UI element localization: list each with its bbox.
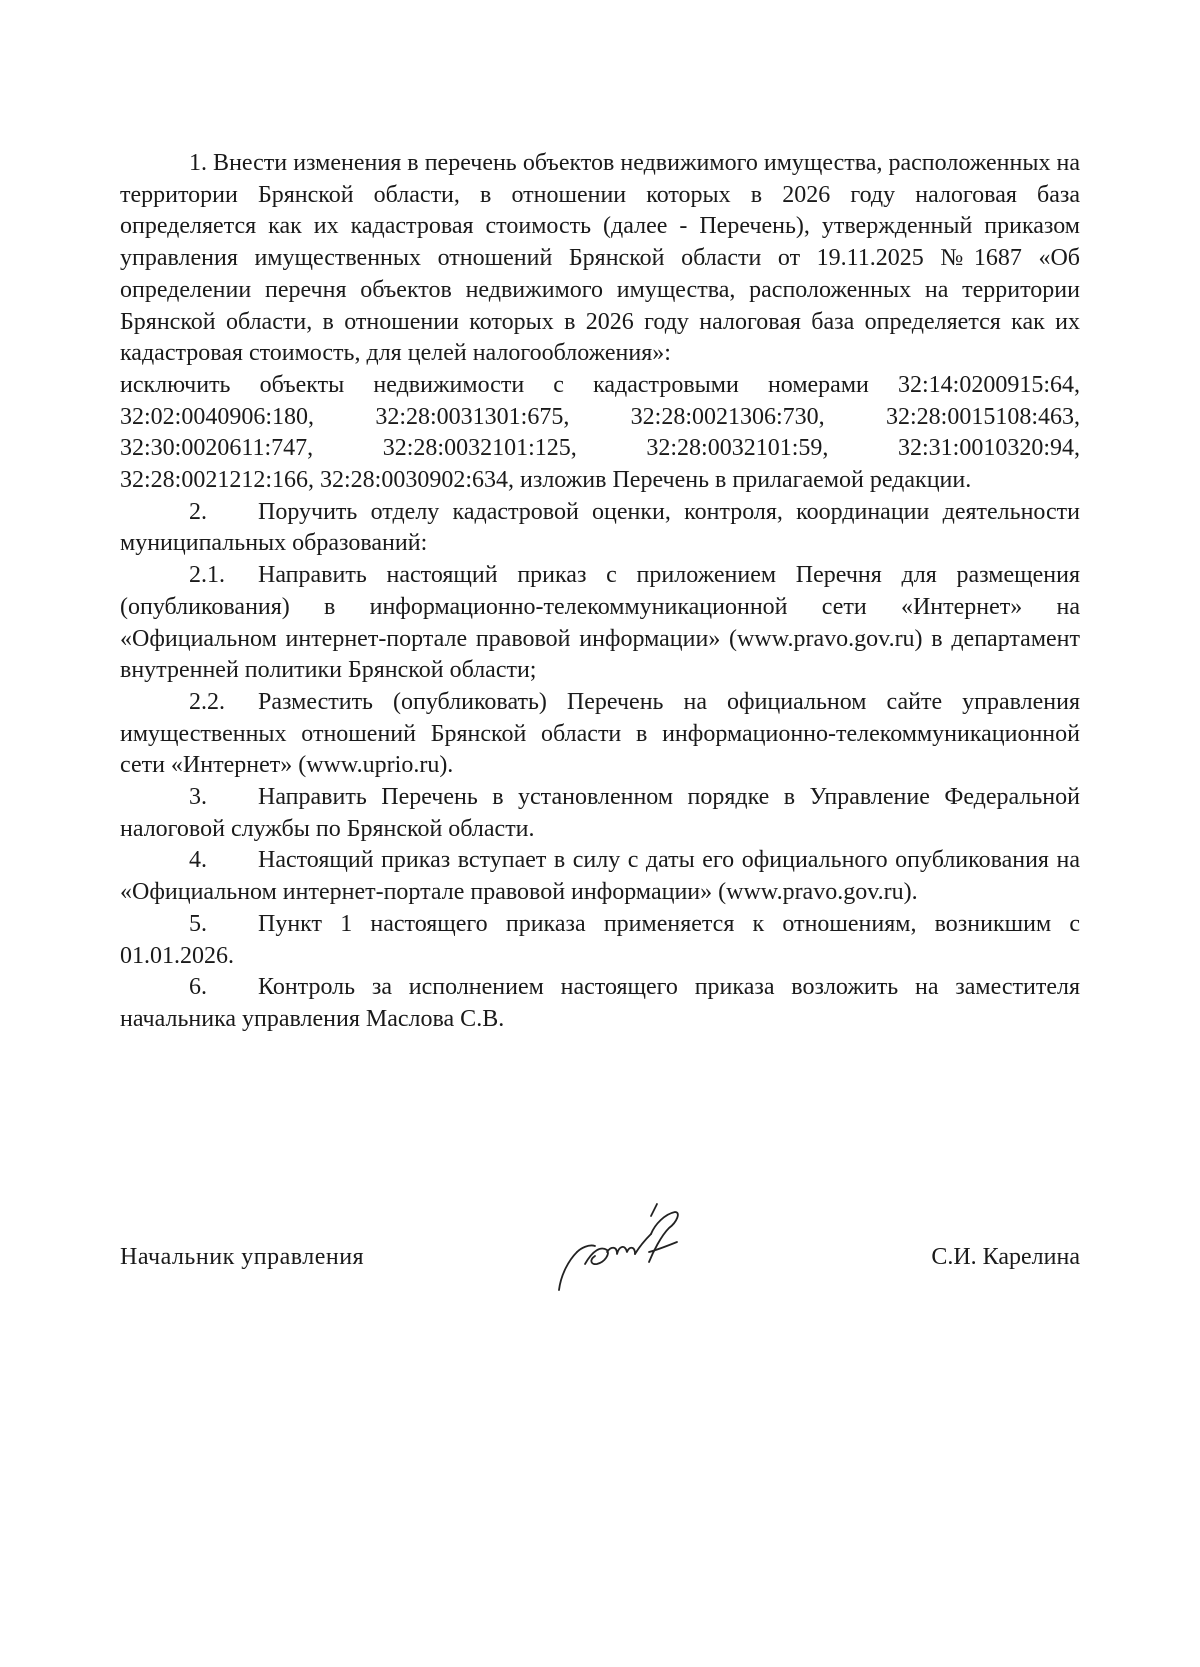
paragraph-6-number: 6.: [189, 974, 207, 1001]
paragraph-2-2: [120, 687, 1080, 782]
paragraph-5-number: 5.: [189, 910, 207, 937]
paragraph-6: [120, 972, 1080, 1035]
paragraph-3: [120, 782, 1080, 845]
paragraph-2: [120, 497, 1080, 560]
paragraph-3-number: 3.: [189, 784, 207, 811]
paragraph-2-2-number: 2.2.: [189, 688, 225, 715]
paragraph-2-text: Поручить отделу кадастровой оценки, контроля, координации деятельности муниципальных образований:: [120, 498, 1080, 557]
paragraph-2-1-number: 2.1.: [189, 562, 225, 589]
paragraph-2-1-text: Направить настоящий приказ с приложением Перечня для размещения (опубликования) в информационно-телекоммуникационной сети «Интернет» на «Официальном интернет-портале правовой информации» (www.pravo.gov.ru) в департамент внутренней политики Брянской области;: [120, 562, 1080, 684]
paragraph-5-text: Пункт 1 настоящего приказа применяется к отношениям, возникшим с 01.01.2026.: [120, 910, 1080, 969]
signatory-name: С.И. Карелина: [931, 1244, 1080, 1270]
paragraph-2-1: [120, 560, 1080, 687]
handwritten-signature: [555, 1194, 695, 1294]
paragraph-5: [120, 909, 1080, 972]
document-body: [120, 148, 1080, 1036]
paragraph-4-number: 4.: [189, 847, 207, 874]
paragraph-2-2-text: Разместить (опубликовать) Перечень на официальном сайте управления имущественных отношений Брянской области в информационно-телекоммуникационной сети «Интернет» (www.uprio.ru).: [120, 688, 1080, 779]
paragraph-3-text: Направить Перечень в установленном порядке в Управление Федеральной налоговой службы по Брянской области.: [120, 784, 1080, 842]
paragraph-1-continuation: исключить объекты недвижимости с кадастровыми номерами 32:14:0200915:64, 32:02:0040906:180, 32:28:0031301:675, 32:28:0021306:730, 32:28:0015108:463, 32:30:0020611:747, 32:28:0032101:125, 32:28:0032101:59, 32:31:0010320:94, 32:28:0021212:166, 32:28:0030902:634, изложив Перечень в прилагаемой редакции.: [120, 371, 1080, 494]
paragraph-2-number: 2.: [189, 498, 207, 525]
signature-block: [120, 1222, 1080, 1292]
signatory-position: Начальник управления: [120, 1244, 365, 1270]
paragraph-1: 1. Внести изменения в перечень объектов недвижимого имущества, расположенных на территории Брянской области, в отношении которых в 2026 году налоговая база определяется как их кадастровая стоимость (далее - Перечень), утвержденный приказом управления имущественных отношений Брянской области от 19.11.2025 №1687 «Об определении перечня объектов недвижимого имущества, расположенных на территории Брянской области, в отношении которых в 2026 году налоговая база определяется как их кадастровая стоимость, для целей налогообложения»:: [120, 150, 1080, 367]
paragraph-4: [120, 845, 1080, 908]
paragraph-6-text: Контроль за исполнением настоящего приказа возложить на заместителя начальника управления Маслова С.В.: [120, 974, 1080, 1032]
paragraph-4-text: Настоящий приказ вступает в силу с даты его официального опубликования на «Официальном интернет-портале правовой информации» (www.pravo.gov.ru).: [120, 847, 1080, 906]
